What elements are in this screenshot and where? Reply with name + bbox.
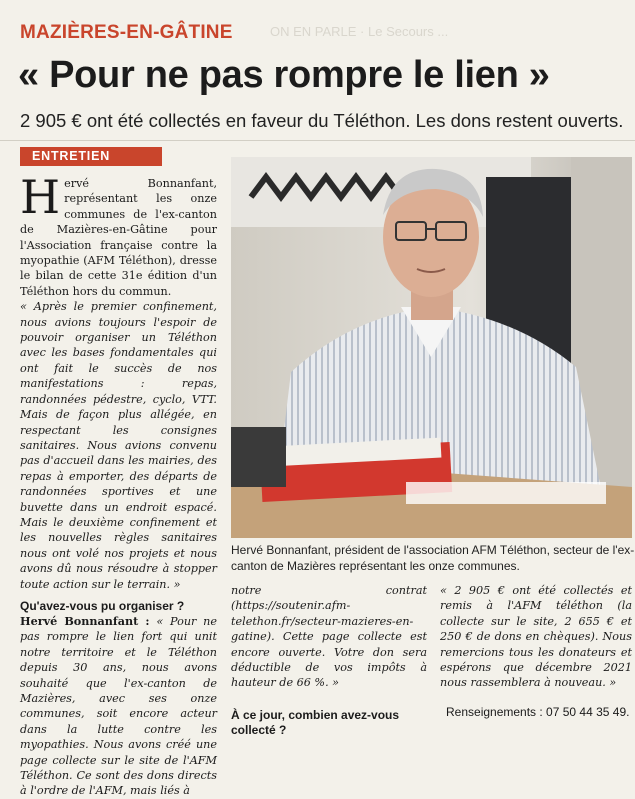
drop-cap: H <box>20 170 61 224</box>
bleed-through-text: ON EN PARLE · Le Secours ... <box>270 24 449 39</box>
quote-paragraph: « Après le premier confinement, nous avions toujours l'espoir de pouvoir organiser un Téléthon avec les bases fondamentales qui ont fait le succès de nos manifestations : repas, randonnées pédestre, cyclo, VTT. Mais de façon plus allégée, en respectant les consignes sanitaires. Nous avions convenu pas d'accueil dans les mairies, des repas à emporter, des départs de randonnées sportives et une buvette dans un endroit espacé. Mais le deuxième confinement et les nouvelles règles sanitaires nous ont volé nos projets et nous avons dû nous résoudre à stopper toute action sur le terrain. » <box>20 300 217 591</box>
question-1: Qu'avez-vous pu organiser ? <box>20 598 185 613</box>
speaker-name: Hervé Bonnanfant : <box>20 613 150 628</box>
headline: « Pour ne pas rompre le lien » <box>18 54 550 96</box>
article-column-right <box>440 583 632 720</box>
answer-1-text: « Pour ne pas rompre le lien fort qui unit notre territoire et le Téléthon depuis 30 ans, nous avons souhaité que l'ex-canton de Mazières, avec ses onze communes, soit encore acteur dans la lutte contre les myopathies. Nous avons créé une page collecte sur le site de l'AFM Téléthon. Ce sont des dons directs à l'ordre de l'AFM, mais liés à <box>20 614 217 798</box>
article-column-left <box>20 170 217 799</box>
subheadline: 2 905 € ont été collectés en faveur du Téléthon. Les dons restent ouverts. <box>20 110 624 131</box>
contact-info: Renseignements : 07 50 44 35 49. <box>446 704 630 719</box>
section-kicker: MAZIÈRES-EN-GÂTINE <box>20 22 233 43</box>
article-column-middle <box>231 583 427 738</box>
photo-caption: Hervé Bonnanfant, président de l'association AFM Téléthon, secteur de l'ex-canton de Mazières représentant les onze communes. <box>231 543 635 573</box>
answer-1-continued: notre contrat (https://soutenir.afm-telethon.fr/secteur-mazieres-en-gatine). Cette page collecte est encore ouverte. Votre don sera déductible de vos impôts à hauteur de 66 %. » <box>231 584 427 690</box>
answer-2-text: « 2 905 € ont été collectés et remis à l'AFM téléthon (la collecte sur le site, 2 655 € et 250 € de dons en chèques). Nous remercions tous les donateurs et espérons que décembre 2021 nous rassemblera à nouveau. » <box>440 584 632 690</box>
section-label: ENTRETIEN <box>20 147 162 166</box>
answer-1-paragraph <box>20 614 217 799</box>
portrait-illustration <box>231 157 632 538</box>
divider <box>0 140 635 141</box>
question-2: À ce jour, combien avez-vous collecté ? <box>231 707 400 737</box>
intro-text: ervé Bonnanfant, représentant les onze communes de l'ex-canton de Mazières-en-Gâtine pour l'Association française contre la myopathie (AFM Téléthon), dresse le bilan de cette 31e édition d'un Téléthon hors du commun. <box>20 177 217 298</box>
intro-paragraph <box>20 170 217 299</box>
article-photo <box>231 157 632 538</box>
